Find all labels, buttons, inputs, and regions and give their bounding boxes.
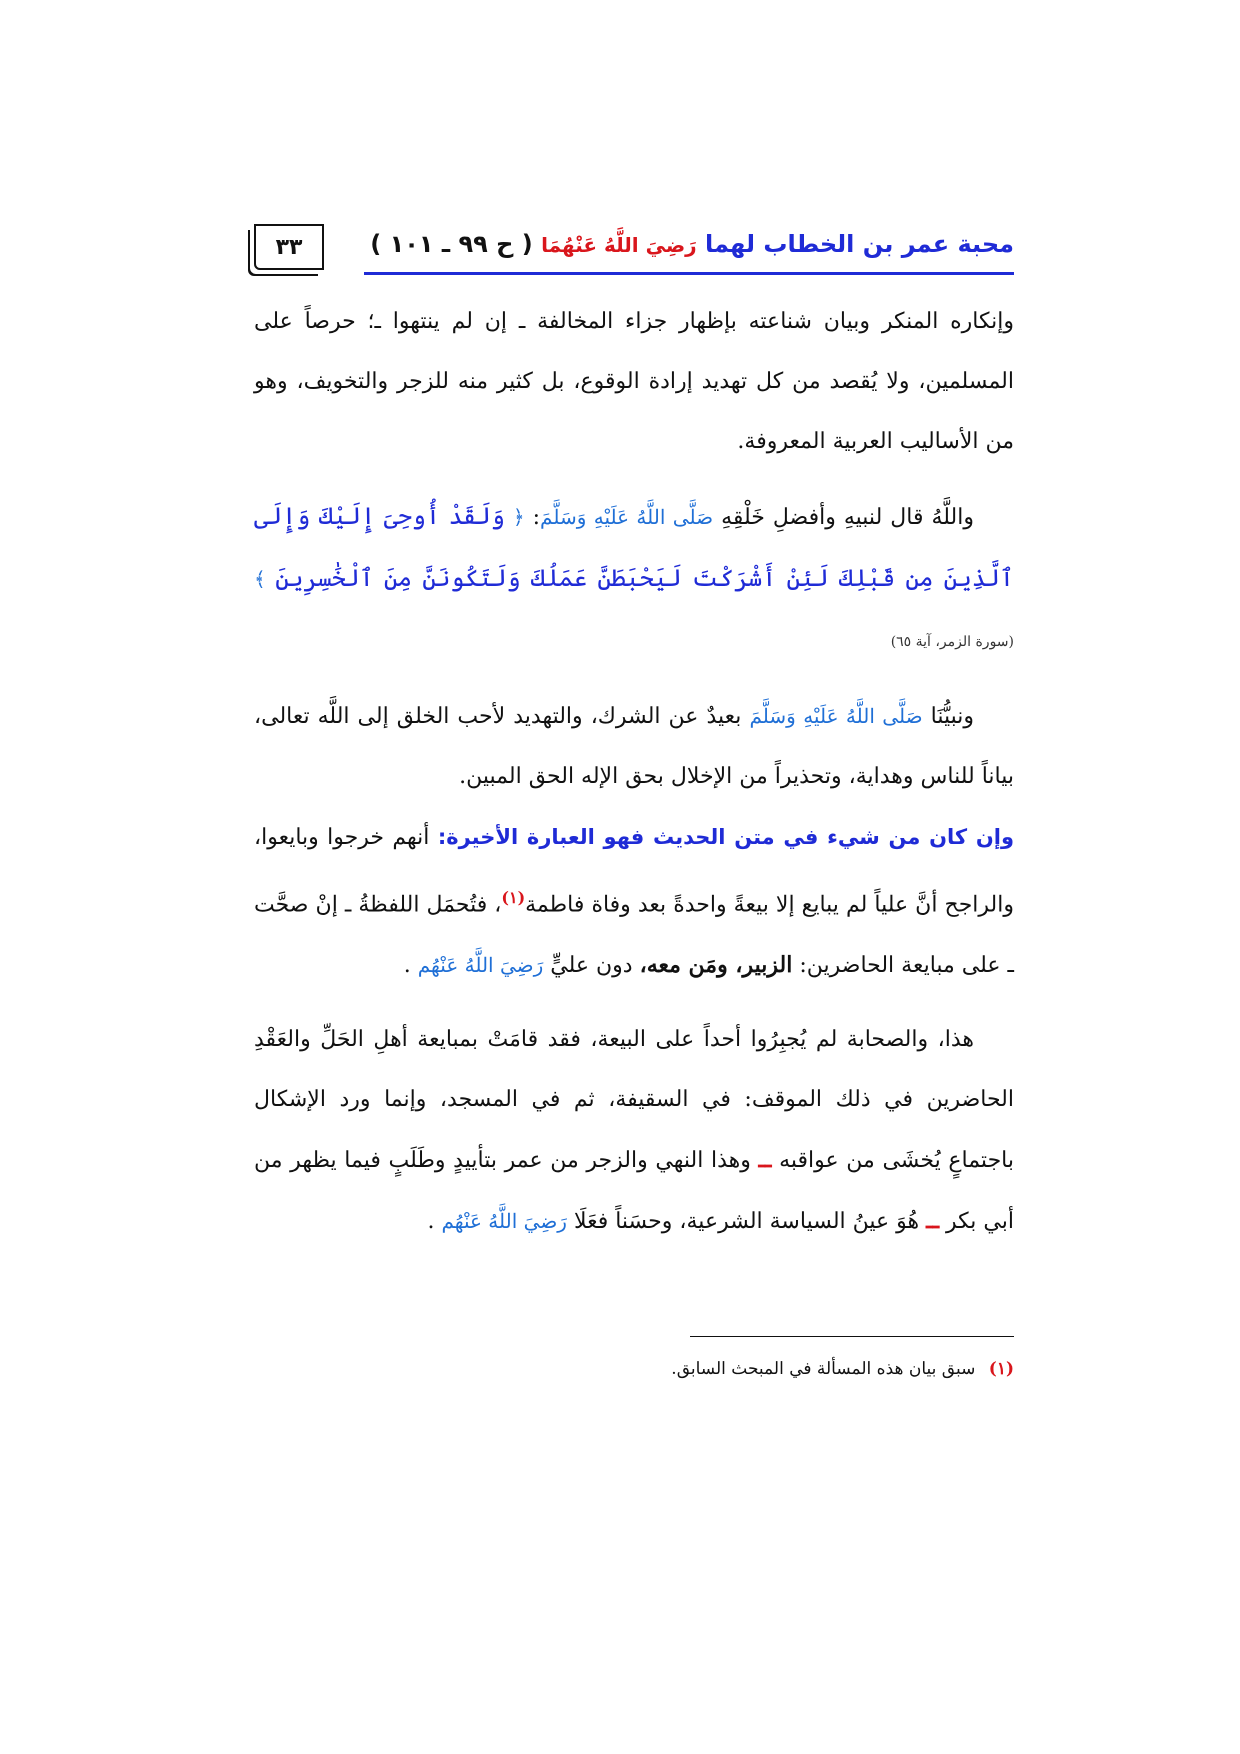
running-title-text: محبة عمر بن الخطاب لهما [705,230,1014,258]
paragraph-4-text-b: ، فتُحمَل اللفظةُ ـ إنْ صحَّت ـ على مبايعة الحاضرين: [254,892,1014,979]
honorific-calligraphy: رَضِيَ اللَّهُ عَنْهُمَا [541,233,697,257]
paragraph-3-start: ونبيُّنَا [930,704,974,729]
dash-separator: ــ [926,1208,940,1235]
radiallahu-calligraphy: رَضِيَ اللَّهُ عَنْهُم [441,1209,567,1234]
verse-open-bracket: ﴿ [512,505,525,529]
page-number: ٣٣ [254,224,324,270]
paragraph-2-text: واللَّهُ قال لنبيهِ وأفضلِ خَلْقِهِ [721,505,974,530]
footnote [254,1352,1014,1386]
paragraph-4-end: . [403,953,411,979]
paragraph-1 [254,292,1014,472]
footnote-text: سبق بيان هذه المسألة في المبحث السابق. [671,1359,976,1379]
salutation-calligraphy: صَلَّى اللَّهُ عَلَيْهِ وَسَلَّمَ [540,505,714,529]
paragraph-4-heading: وإن كان من شيء في متن الحديث فهو العبارة الأخيرة: [437,825,1014,849]
paragraph-1-line-3: للزجر والتخويف، وهو من الأساليب العربية المعروفة. [254,369,1014,454]
paragraph-1-line-1: وإنكاره المنكر وبيان شناعته بإظهار جزاء المخالفة ـ إن لم ينتهوا ـ؛ [367,309,1014,334]
paragraph-2-colon: : [532,505,541,530]
paragraph-1-line-2: حرصاً على المسلمين، ولا يُقصد من كل تهديد إرادة الوقوع، بل كثير منه [254,309,1014,394]
footnote-number: (١) [988,1359,1014,1379]
paragraph-4-text-c: دون عليٍّ [550,953,633,979]
paragraph-4-text-a: أنهم خرجوا وبايعوا، والراجح أنَّ علياً لم يبايع إلا بيعةً واحدةً بعد وفاة فاطمة [254,825,1014,918]
radiallahu-calligraphy: رَضِيَ اللَّهُ عَنْهُم [417,953,544,978]
footnote-ref[interactable]: (١) [501,888,526,907]
paragraph-2 [254,486,1014,672]
paragraph-5-text-c: هُوَ عينُ السياسة الشرعية، وحسَناً فعَلَا [573,1209,920,1235]
quran-verse: وَلَقَدْ أُوحِىَ إِلَيْكَ وَإِلَى ٱلَّذِينَ مِن قَبْلِكَ لَئِنْ أَشْرَكْتَ لَيَحْبَطَنَّ عَمَلُكَ وَلَتَكُونَنَّ مِنَ ٱلْخَٰسِرِينَ [254,502,1014,592]
paragraph-5-end: . [427,1209,435,1235]
verse-close-bracket: ﴾ [254,567,266,591]
paragraph-5 [254,1010,1014,1252]
paragraph-4 [254,807,1014,996]
verse-citation: (سورة الزمر، آية ٦٥) [890,634,1014,650]
paragraph-5-text-a: هذا، والصحابة لم يُجبِرُوا أحداً على البيعة، فقد قامَتْ بمبايعة أهلِ الحَلِّ والعَقْدِ الحاضرين في ذلك الموقف: في السقيفة، ثم في المسجد، وإنما ورد الإشكال باجتماعٍ يُخشَى من عواقبه [254,1027,1014,1174]
running-title [370,230,1014,258]
paragraph-5-text-b: وهذا النهي والزجر من عمر بتأييدٍ وطَلَبٍ فيما يظهر من أبي بكر [254,1148,1014,1235]
salutation-calligraphy: صَلَّى اللَّهُ عَلَيْهِ وَسَلَّمَ [749,704,923,728]
paragraph-3 [254,686,1014,807]
page-header [254,222,1014,282]
paragraph-4-bold: الزبير، ومَن معه، [639,952,793,979]
hadith-range: ( ح ٩٩ ـ ١٠١ ) [370,230,533,258]
header-rule [364,272,1014,275]
dash-separator: ــ [758,1147,772,1174]
footnote-rule [690,1336,1014,1337]
body-text [254,292,1014,1252]
paragraph-3-text: بعيدٌ عن الشرك، والتهديد لأحب الخلق إلى اللَّه تعالى، بياناً للناس وهداية، وتحذيراً من الإخلال بحق الإله الحق المبين. [254,704,1014,789]
